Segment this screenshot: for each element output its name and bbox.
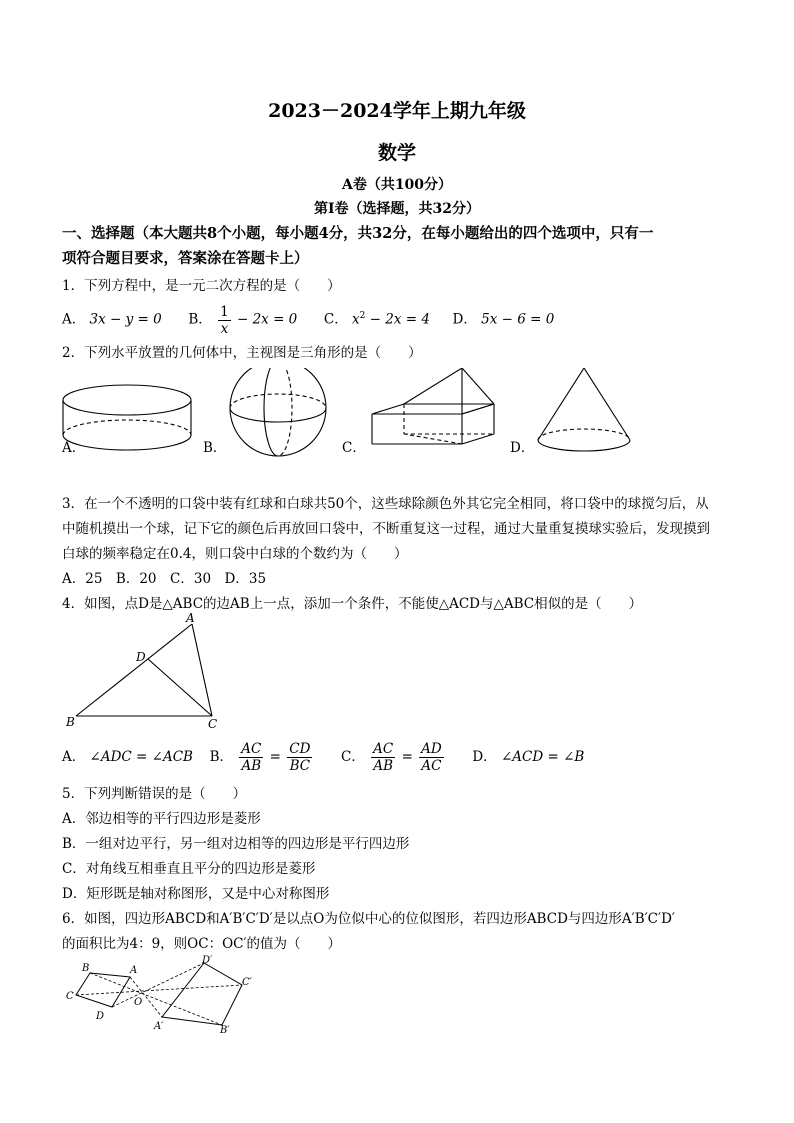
q1-option-a-expr: 3x − y = 0 [89,311,162,328]
q4-label-a: A [186,612,195,625]
q1-option-d-expr: 5x − 6 = 0 [481,311,555,328]
q4-b-den1: AB [241,758,262,774]
q1-b-denominator: x [220,320,229,337]
q4-stem: 4．如图，点D是△ABC的边AB上一点，添加一个条件，不能使△ACD与△ABC相似的是（ ） [62,596,643,612]
q5-option-c: C．对角线互相垂直且平分的四边形是菱形 [62,861,316,877]
q5-stem: 5．下列判断错误的是（ ） [62,786,247,802]
q5-option-a: A．邻边相等的平行四边形是菱形 [62,811,261,827]
q5-option-d: D．矩形既是轴对称图形，又是中心对称图形 [62,886,330,902]
q2-option-d-label: D． [510,440,535,456]
q6-homothety-figure [62,955,262,1035]
q6-label-d: D [96,1011,105,1022]
q6-line2: 的面积比为4：9，则OC：OC′的值为（ ） [62,936,342,952]
q1-option-b-fraction [218,304,231,337]
q4-option-a-label: A． [62,749,86,765]
part1-title: 第Ⅰ卷（选择题，共32分） [313,201,481,217]
q1-option-b-rest: − 2x = 0 [236,311,298,328]
q4-c-num1: AC [373,741,394,757]
q4-c-fraction-2 [419,741,444,774]
q4-option-c-label: C． [341,749,365,765]
q6-label-c: C [66,991,74,1002]
q4-options [62,737,742,777]
q2-option-b-label: B． [203,440,227,456]
cone-shape [538,368,630,451]
q4-b-eq: = [269,749,281,765]
q4-c-den1: AB [373,758,394,774]
q4-b-num2: CD [289,741,311,757]
q1-option-c-rest: − 2x = 4 [365,311,430,328]
q4-option-a-expr: ∠ADC = ∠ACB [89,749,193,765]
q4-label-c: C [208,717,218,730]
q4-triangle-figure [66,612,236,730]
sphere-shape [230,368,326,456]
q1-option-c-sup: 2 [359,311,366,321]
exam-title: 2023－2024学年上期九年级 [268,100,526,122]
q4-side-ab [76,624,192,716]
volume-a-title: A卷（共100分） [341,177,453,193]
q5-option-b: B．一组对边平行，另一组对边相等的四边形是平行四边形 [62,836,410,852]
q6-line1: 6．如图，四边形ABCD和A′B′C′D′是以点O为位似中心的位似图形，若四边形ABCD与四边形A′B′C′D′ [62,911,675,927]
q1-b-numerator: 1 [220,303,229,320]
q4-option-d-expr: ∠ACD = ∠B [500,749,585,765]
q4-b-den2: BC [289,758,311,774]
q4-option-d-label: D． [472,749,497,765]
q1-stem: 1．下列方程中，是一元二次方程的是（ ） [62,278,341,294]
q4-option-b-label: B． [209,749,233,765]
q4-b-num1: AC [241,741,262,757]
q1-option-c-label: C． [323,311,348,328]
q6-label-b-prime: B′ [220,1025,230,1035]
q4-label-d: D [136,650,146,664]
q3-line1: 3．在一个不透明的口袋中装有红球和白球共50个，这些球除颜色外其它完全相同，将口袋中的球搅匀后，从 [62,496,709,512]
q2-option-c-label: C． [342,440,366,456]
q4-b-fraction-1 [239,741,263,774]
q6-label-b: B [82,963,90,974]
q4-side-ac [192,624,212,716]
section1-heading-line2: 项符合题目要求，答案涂在答题卡上） [62,250,309,267]
q6-label-d-prime: D′ [202,955,213,966]
q4-c-eq: = [401,749,413,765]
q1-option-a-label: A． [62,311,86,328]
q2-stem: 2．下列水平放置的几何体中，主视图是三角形的是（ ） [62,345,422,361]
q3-line3: 白球的频率稳定在0.4，则口袋中白球的个数约为（ ） [62,546,408,562]
q4-b-fraction-2 [287,741,312,774]
q6-label-c-prime: C′ [242,977,252,988]
q4-segment-cd [148,659,212,716]
q3-line2: 中随机摸出一个球，记下它的颜色后再放回口袋中，不断重复这一过程，通过大量重复摸球实验后，发现摸到 [62,521,710,537]
q2-option-a-label: A． [62,440,86,456]
q1-option-d-label: D． [452,311,477,328]
q1-option-b-label: B． [188,311,212,328]
q3-options: A．25 B．20 C．30 D．35 [62,571,267,587]
section1-heading-line1: 一、选择题（本大题共8个小题，每小题4分，共32分，在每小题给出的四个选项中，只有一 [62,225,654,242]
q4-c-num2: AD [421,741,442,757]
q6-quad-a2b2c2d2 [162,963,242,1025]
q6-label-o: O [134,997,143,1008]
q4-label-b: B [66,715,75,729]
q4-c-fraction-1 [371,741,395,774]
q6-label-a: A [130,965,138,976]
q1-options [62,298,742,337]
triangular-prism-shape [372,368,494,444]
q4-c-den2: AC [421,758,442,774]
q1-option-c-base: x [352,311,360,328]
q6-label-a-prime: A′ [154,1021,164,1032]
subject-title: 数学 [377,142,416,164]
